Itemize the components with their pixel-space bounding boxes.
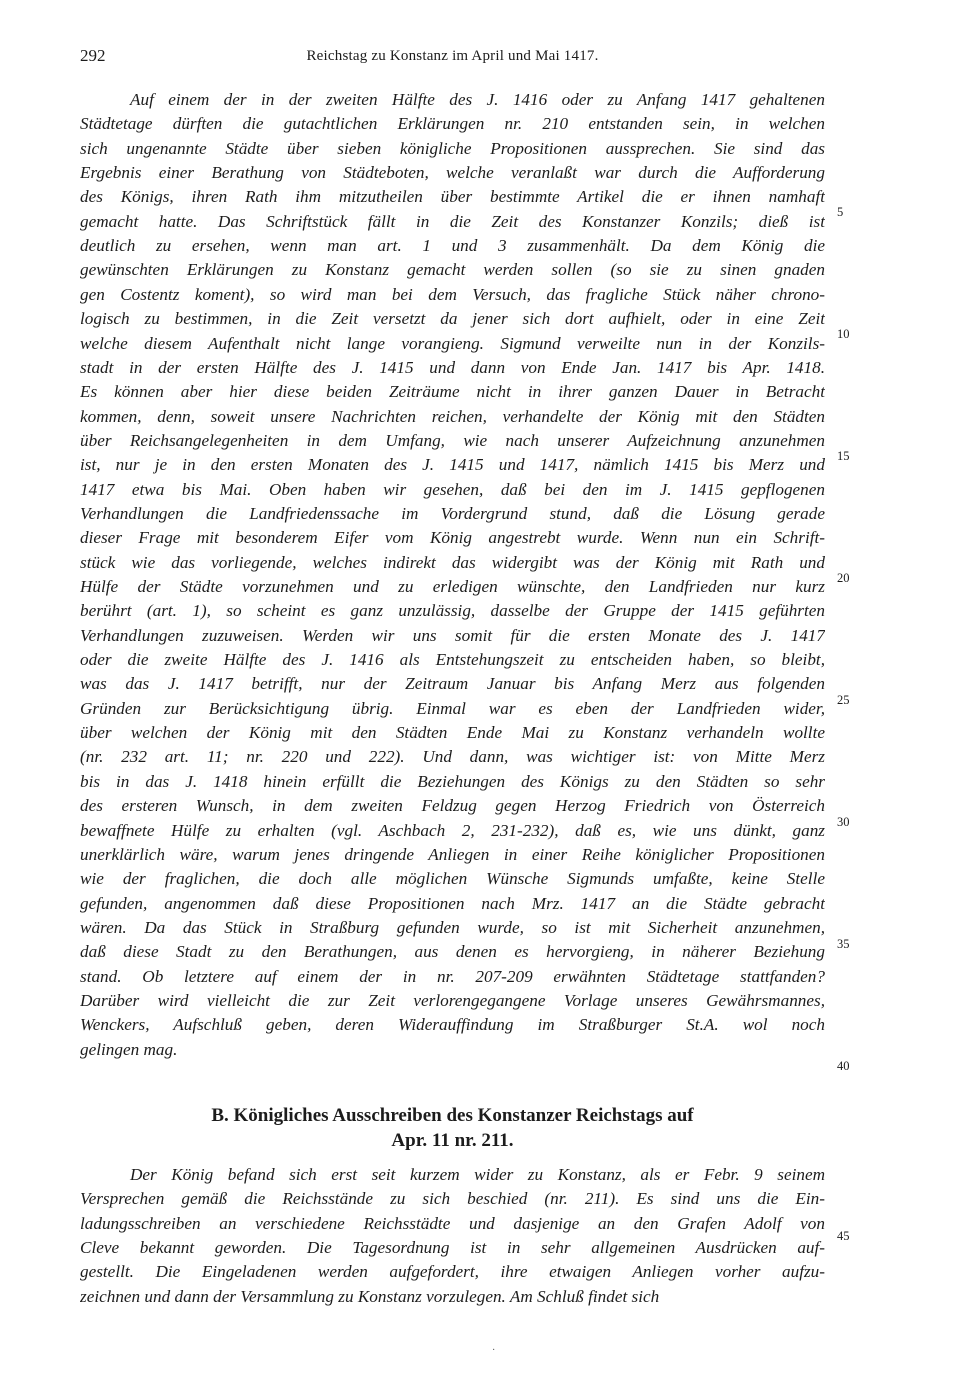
text-line: ist, nur je in den ersten Monaten des J. 1415 und 1417, nämlich 1415 bis Merz und	[80, 455, 825, 475]
text-line: wie der fraglichen, die doch alle möglichen Wünsche Sigmunds umfaßte, keine Stelle	[80, 869, 825, 889]
text-line: welche diesem Aufenthalt nicht lange vorangieng. Sigmund verweilte nun in der Konzils-	[80, 333, 825, 353]
text-line: stück wie das vorliegende, welches indirekt das widergibt was der König mit Rath und	[80, 552, 825, 572]
margin-line-number: 20	[837, 571, 850, 585]
text-line: stand. Ob letztere auf einem der in nr. 207-209 erwähnten Städtetage stattfanden?	[80, 966, 825, 986]
text-line: gelingen mag.	[80, 1039, 178, 1059]
text-line: dieser Frage mit besonderem Eifer vom König angestrebt wurde. Wenn nun ein Schrift-	[80, 528, 825, 548]
text-line: gestellt. Die Eingeladenen werden aufgefordert, ihre etwaigen Anliegen vorher aufzu-	[80, 1262, 825, 1282]
text-line: ladungsschreiben an verschiedene Reichsstädte und dasjenige an den Grafen Adolf von	[80, 1213, 825, 1233]
footer-mark: ·	[492, 1345, 496, 1356]
margin-line-number: 35	[837, 937, 850, 951]
text-line: sich ungenannte Städte über sieben königliche Propositionen aussprechen. Sie sind das	[80, 138, 825, 158]
text-line: Hülfe der Städte vorzunehmen und zu erledigen wünschte, den Landfrieden nur kurz	[80, 577, 825, 596]
text-line: des Königs, ihren Rath ihm mitzutheilen über bestimmte Artikel die er ihnen namhaft	[80, 187, 825, 207]
text-line: wären. Da das Stück in Straßburg gefunden wurde, so ist mit Sicherheit anzunehmen,	[80, 917, 825, 937]
text-line: logisch zu bestimmen, in die Zeit versetzt da jener sich dort aufhielt, oder in eine Zeit	[80, 309, 825, 329]
text-line: Ergebnis einer Berathung von Städteboten, welche veranlaßt war durch die Aufforderung	[80, 163, 825, 183]
page-header	[80, 46, 825, 72]
section-b-heading-line-1: B. Königliches Ausschreiben des Konstanzer Reichstags auf	[211, 1105, 694, 1126]
text-line: unerklärlich wäre, warum jenes dringende Anliegen in einer Reihe königlicher Propositionen	[80, 844, 825, 864]
text-line: bis in das J. 1418 hinein erfüllt die Beziehungen des Königs zu den Städten so sehr	[80, 771, 825, 791]
text-line: stadt in der ersten Hälfte des J. 1415 und dann von Ende Jan. 1417 bis Apr. 1418.	[80, 357, 825, 377]
margin-line-number: 40	[837, 1059, 850, 1073]
text-line: des ersteren Wunsch, in dem zweiten Feldzug gegen Herzog Friedrich von Österreich	[80, 796, 825, 816]
text-line: über welchen der König mit den Städten Ende Mai zu Konstanz verhandeln wollte	[80, 723, 825, 743]
text-line: berührt (art. 1), so scheint es ganz unzulässig, dasselbe der Gruppe der 1415 geführten	[80, 601, 825, 621]
text-line: Cleve bekannt geworden. Die Tagesordnung ist in sehr allgemeinen Ausdrücken auf-	[80, 1238, 825, 1258]
text-line: kommen, denn, soweit unsere Nachrichten reichen, verhandelte der König mit den Städten	[80, 406, 825, 426]
text-line: über Reichsangelegenheiten in dem Umfang, wie nach unserer Aufzeichnung anzunehmen	[80, 430, 825, 450]
text-line: Wenckers, Aufschluß geben, deren Widerauffindung im Straßburger St.A. wol noch	[80, 1015, 825, 1035]
margin-line-number: 5	[837, 205, 844, 219]
text-line: bewaffnete Hülfe zu erhalten (vgl. Aschbach 2, 231-232), daß es, wie uns dünkt, ganz	[80, 820, 825, 840]
page-number: 292	[80, 46, 106, 65]
text-line: Gründen zur Berücksichtigung übrig. Einmal war es eben der Landfrieden wider,	[80, 698, 825, 718]
text-line: (nr. 232 art. 11; nr. 220 und 222). Und dann, was wichtiger ist: von Mitte Merz	[80, 747, 825, 767]
text-line: was das J. 1417 betrifft, nur der Zeitraum Januar bis Anfang Merz aus folgenden	[80, 674, 825, 694]
text-line: gen Costentz koment), so wird man bei dem Versuch, das fragliche Stück näher chrono-	[80, 284, 825, 304]
text-line: oder die zweite Hälfte des J. 1416 als Entstehungszeit zu entscheiden haben, so bleibt,	[80, 650, 825, 670]
text-line: Der König befand sich erst seit kurzem wider zu Konstanz, als er Febr. 9 seinem	[130, 1165, 825, 1184]
text-line: deutlich zu ersehen, wenn man art. 1 und 3 zusammenhält. Da dem König die	[80, 236, 825, 256]
margin-line-number: 30	[837, 815, 850, 829]
text-line: zeichnen und dann der Versammlung zu Konstanz vorzulegen. Am Schluß findet sich	[80, 1286, 660, 1306]
text-line: Versprechen gemäß die Reichsstände zu sich beschied (nr. 211). Es sind uns die Ein-	[80, 1189, 825, 1209]
running-title: Reichstag zu Konstanz im April und Mai 1417.	[306, 48, 599, 64]
text-line: Verhandlungen zuzuweisen. Werden wir uns somit für die ersten Monate des J. 1417	[80, 625, 825, 645]
text-line: Städtetage dürften die gutachtlichen Erklärungen nr. 210 entstanden sein, in welchen	[80, 114, 825, 134]
margin-line-number: 10	[837, 327, 850, 341]
margin-line-number: 45	[837, 1229, 850, 1243]
margin-line-number: 25	[837, 693, 850, 707]
section-b-heading-line-2: Apr. 11 nr. 211.	[391, 1130, 514, 1151]
text-line: Es können aber hier diese beiden Zeiträume nicht in ihrer ganzen Dauer in Betracht	[80, 382, 825, 402]
text-line: gewünschten Erklärungen zu Konstanz gemacht werden sollen (so sie zu sinen gnaden	[80, 260, 825, 280]
text-line: Auf einem der in der zweiten Hälfte des J. 1416 oder zu Anfang 1417 gehaltenen	[130, 90, 825, 109]
text-line: gefunden, angenommen daß diese Propositionen nach Mrz. 1417 an die Städte gebracht	[80, 893, 825, 913]
text-line: 1417 etwa bis Mai. Oben haben wir gesehen, daß bei den im J. 1415 gepflogenen	[80, 479, 825, 499]
margin-line-number: 15	[837, 449, 850, 463]
text-line: daß diese Stadt zu den Berathungen, aus denen es hervorgieng, in näherer Beziehung	[80, 942, 825, 962]
text-line: Darüber wird vielleicht die zur Zeit verlorengegangene Vorlage unseres Gewährsmannes,	[80, 990, 825, 1010]
text-line: Verhandlungen die Landfriedenssache im Vordergrund stund, daß die Lösung gerade	[80, 503, 825, 523]
text-line: gemacht hatte. Das Schriftstück fällt in die Zeit des Konstanzer Konzils; dieß ist	[80, 211, 825, 231]
